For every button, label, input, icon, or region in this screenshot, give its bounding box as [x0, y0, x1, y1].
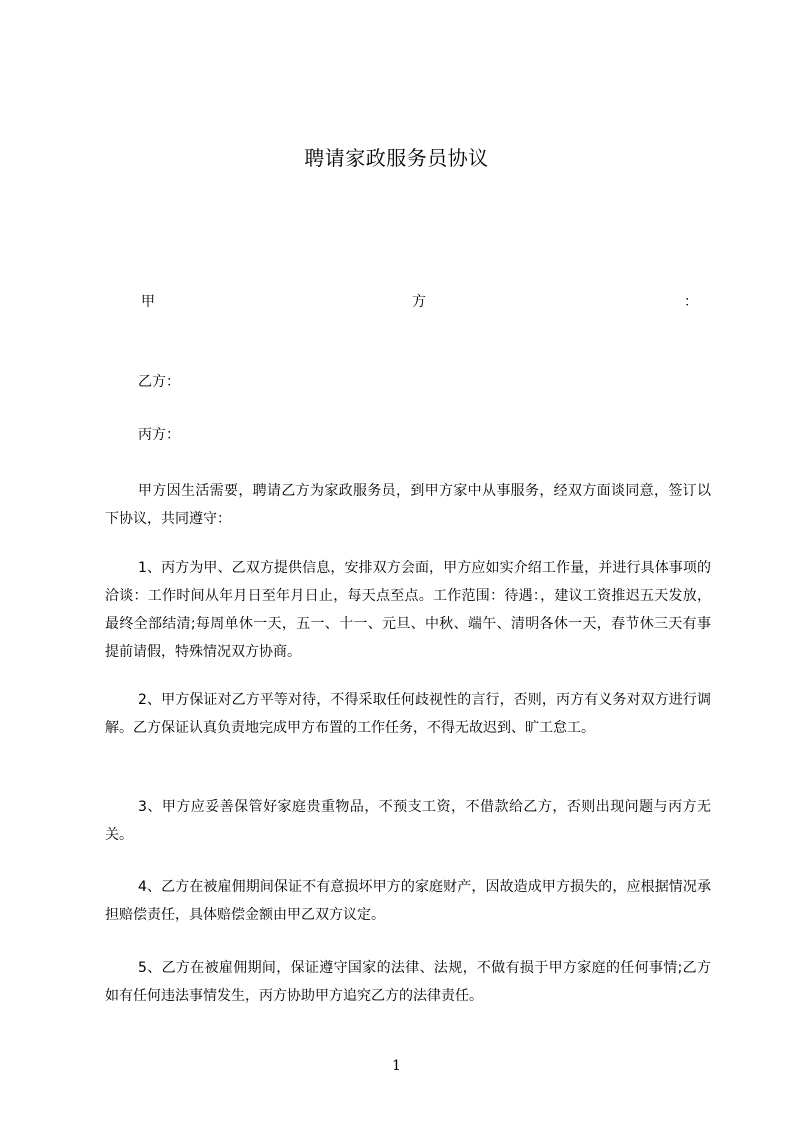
clause-1-paragraph: 1、丙方为甲、乙双方提供信息，安排双方会面，甲方应如实介绍工作量，并进行具体事项的洽谈：工作时间从年月日至年月日止，每天点至点。工作范围：待遇：，建议工资推迟五天发放，最终全部结清;每周单休一天，五一、十一、元旦、中秋、端午、清明各休一天，春节休三天有事提前请假，特殊情况双方协商。 [105, 560, 711, 660]
party-a-label-colon: ： [684, 294, 698, 310]
party-c-label: 丙方： [138, 427, 180, 443]
page-number: 1 [392, 1058, 401, 1074]
intro-paragraph: 甲方因生活需要，聘请乙方为家政服务员，到甲方家中从事服务，经双方面谈同意，签订以下协议，共同遵守： [105, 483, 711, 527]
party-a-label-char-1: 甲 [141, 294, 155, 310]
party-a-label-char-2: 方 [412, 294, 426, 310]
document-title: 聘请家政服务员协议 [304, 146, 489, 170]
party-b-label: 乙方： [138, 374, 180, 390]
clause-3-paragraph: 3、甲方应妥善保管好家庭贵重物品，不预支工资，不借款给乙方，否则出现问题与丙方无关。 [105, 799, 711, 843]
clause-2-paragraph: 2、甲方保证对乙方平等对待，不得采取任何歧视性的言行，否则，丙方有义务对双方进行调解。乙方保证认真负责地完成甲方布置的工作任务，不得无故迟到、旷工怠工。 [105, 692, 711, 736]
clause-4-paragraph: 4、乙方在被雇佣期间保证不有意损坏甲方的家庭财产，因故造成甲方损失的，应根据情况承担赔偿责任，具体赔偿金额由甲乙双方议定。 [105, 879, 711, 923]
clause-5-paragraph: 5、乙方在被雇佣期间，保证遵守国家的法律、法规，不做有损于甲方家庭的任何事情;乙方如有任何违法事情发生，丙方协助甲方追究乙方的法律责任。 [105, 960, 711, 1004]
